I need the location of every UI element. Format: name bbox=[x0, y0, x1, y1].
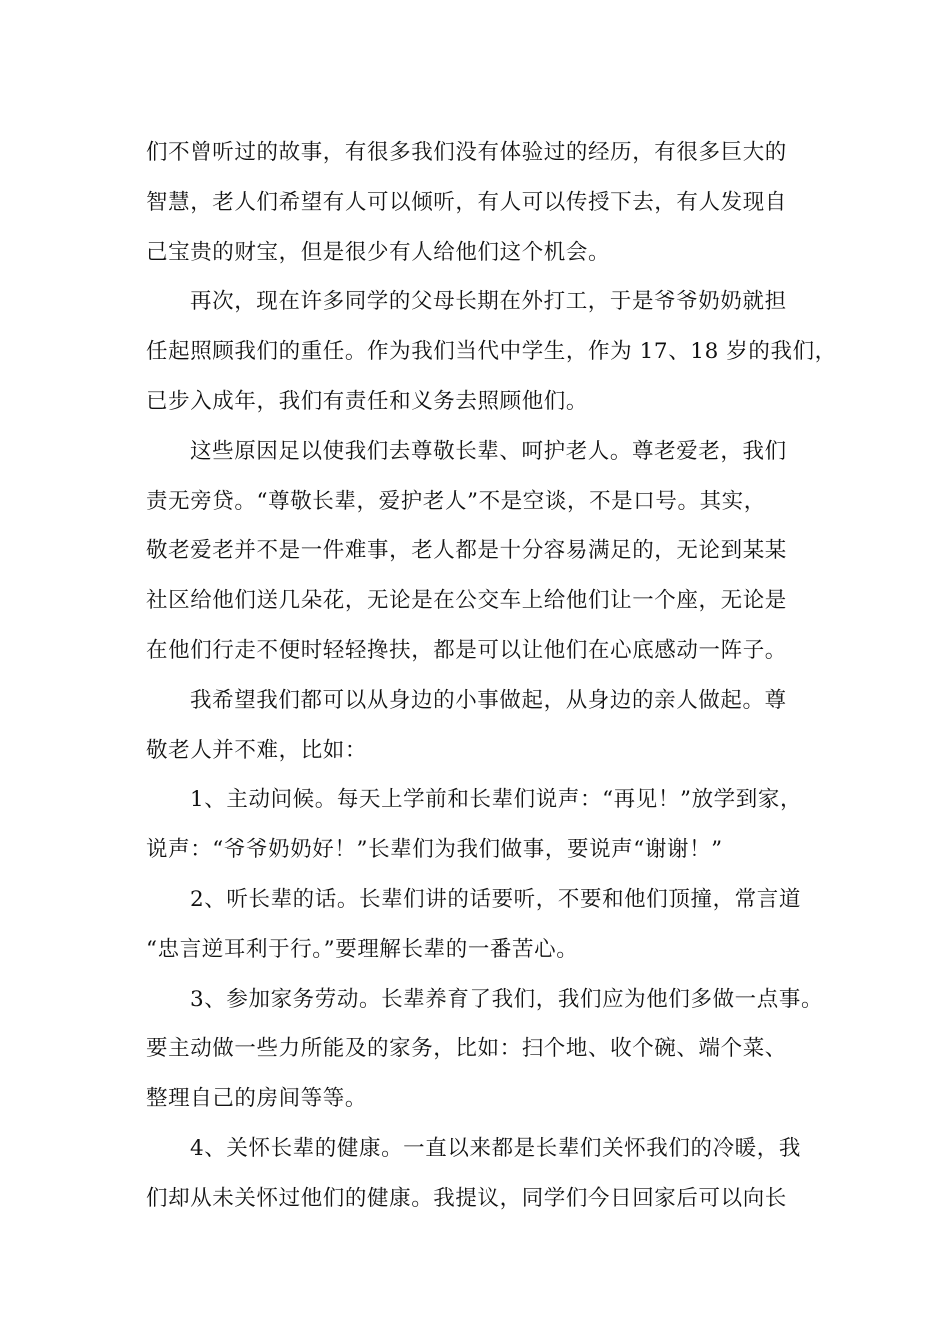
document-body bbox=[146, 128, 837, 1224]
text-line: 社区给他们送几朵花，无论是在公交车上给他们让一个座，无论是 bbox=[146, 588, 787, 614]
paragraph-first-line: 我希望我们都可以从身边的小事做起，从身边的亲人做起。尊 bbox=[190, 687, 787, 713]
paragraph-first-line: 这些原因足以使我们去尊敬长辈、呵护老人。尊老爱老，我们 bbox=[190, 438, 787, 464]
list-item-3-first-line: 3、参加家务劳动。长辈养育了我们，我们应为他们多做一点事。 bbox=[190, 986, 824, 1012]
paragraph-first-line: 再次，现在许多同学的父母长期在外打工，于是爷爷奶奶就担 bbox=[190, 289, 787, 315]
text-line: 敬老人并不难，比如： bbox=[146, 737, 368, 763]
text-line: 整理自己的房间等等。 bbox=[146, 1086, 368, 1112]
text-line: 说声：“爷爷奶奶好！”长辈们为我们做事，要说声“谢谢！” bbox=[146, 837, 723, 863]
text-line: 已步入成年，我们有责任和义务去照顾他们。 bbox=[146, 388, 589, 414]
text-line: 任起照顾我们的重任。作为我们当代中学生，作为 17、18 岁的我们， bbox=[146, 339, 837, 365]
text-line: 己宝贵的财宝，但是很少有人给他们这个机会。 bbox=[146, 239, 611, 265]
list-item-2-first-line: 2、听长辈的话。长辈们讲的话要听，不要和他们顶撞，常言道 bbox=[190, 886, 801, 912]
text-line: 要主动做一些力所能及的家务，比如：扫个地、收个碗、端个菜、 bbox=[146, 1036, 787, 1062]
text-line: 责无旁贷。“尊敬长辈，爱护老人”不是空谈，不是口号。其实， bbox=[146, 488, 766, 514]
text-line: 们却从未关怀过他们的健康。我提议，同学们今日回家后可以向长 bbox=[146, 1185, 787, 1211]
text-line: 在他们行走不便时轻轻搀扶，都是可以让他们在心底感动一阵子。 bbox=[146, 637, 787, 663]
text-line: 们不曾听过的故事，有很多我们没有体验过的经历，有很多巨大的 bbox=[146, 140, 787, 165]
text-line: 敬老爱老并不是一件难事，老人都是十分容易满足的，无论到某某 bbox=[146, 538, 787, 564]
text-line: 智慧，老人们希望有人可以倾听，有人可以传授下去，有人发现自 bbox=[146, 189, 787, 215]
list-item-1-first-line: 1、主动问候。每天上学前和长辈们说声：“再见！”放学到家， bbox=[190, 787, 803, 813]
list-item-4-first-line: 4、关怀长辈的健康。一直以来都是长辈们关怀我们的冷暖，我 bbox=[190, 1135, 801, 1161]
text-line: “忠言逆耳利于行。”要理解长辈的一番苦心。 bbox=[146, 936, 579, 962]
